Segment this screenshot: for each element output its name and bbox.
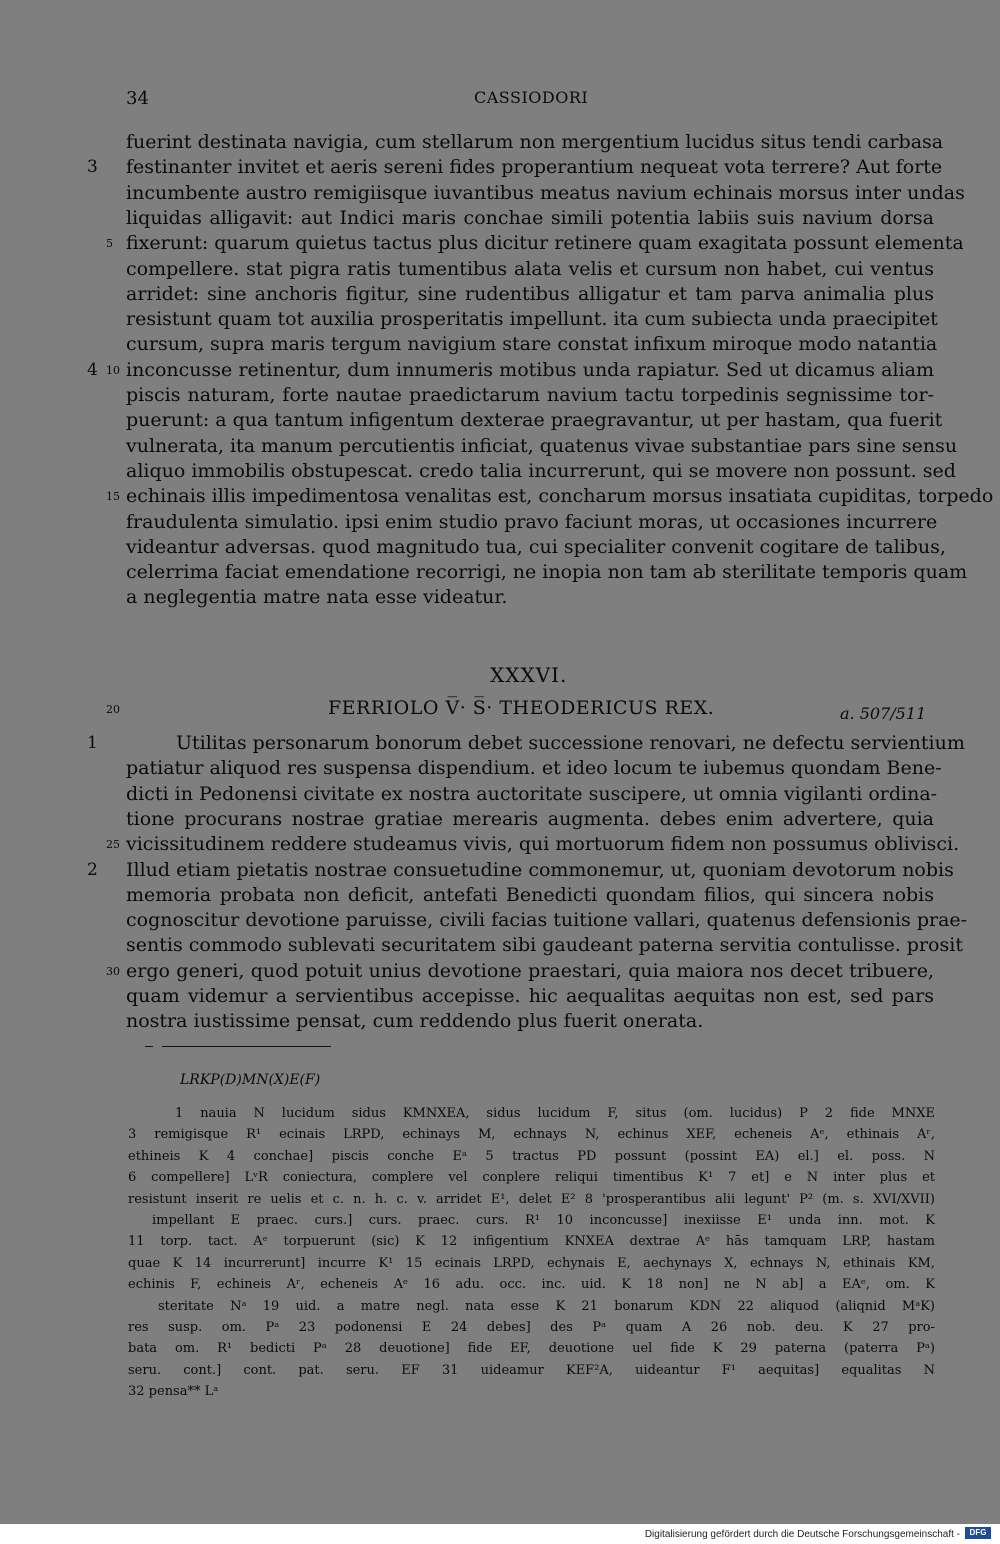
text-line: sentis commodo sublevati securitatem sibi gaudeant paterna servitia contulisse. prosit (126, 934, 963, 957)
apparatus-line: 6 compellere] LᵛR coniectura, complere vel conplere reliqui timentibus K¹ 7 et] e N inter plus et (128, 1170, 935, 1186)
text-line: puerunt: a qua tantum infigentum dexterae praegravantur, ut per hastam, qua fuerit (126, 409, 943, 432)
apparatus-line: res susp. om. Pᵃ 23 podonensi E 24 debes] des Pᵃ quam A 26 nob. deu. K 27 pro- (128, 1320, 935, 1335)
text-line: Utilitas personarum bonorum debet successione renovari, ne defectu servientium (176, 732, 965, 754)
apparatus-line: bata om. R¹ bedicti Pᵃ 28 deuotione] fide EF, deuotione uel fide K 29 paterna (paterra Pᵃ) (128, 1341, 935, 1357)
footer-credit: Digitalisierung gefördert durch die Deutsche Forschungsgemeinschaft - (644, 1529, 960, 1540)
line-number: 5 (106, 237, 113, 251)
text-line: cursum, supra maris tergum navigium stare constat infixum miroque modo natantia (126, 333, 938, 356)
line-number: 20 (106, 703, 120, 716)
text-line: arridet: sine anchoris figitur, sine rudentibus alligatur et tam parva animalia plus (126, 282, 934, 305)
text-line: liquidas alligavit: aut Indici maris conchae simili potentia labiis suis navium dorsa (126, 206, 934, 229)
page-number: 34 (126, 88, 149, 109)
text-line: echinais illis impedimentosa venalitas est, concharum morsus insatiata cupiditas, torpedo (126, 485, 994, 508)
text-line: Illud etiam pietatis nostrae consuetudine commonemur, ut, quoniam devotorum nobis (126, 858, 954, 881)
section-title: FERRIOLO V̅· S̅· THEODERICUS REX. (328, 697, 715, 719)
apparatus-line: impellant E praec. curs.] curs. praec. curs. R¹ 10 inconcusse] inexiisse E¹ unda inn. mot. K (152, 1213, 935, 1228)
line-number: 15 (106, 490, 120, 504)
text-line: resistunt quam tot auxilia prosperitatis impellunt. ita cum subiecta unda praecipitet (126, 308, 938, 331)
apparatus-line: 1 nauia N lucidum sidus KMNXEA, sidus lucidum F, situs (om. lucidus) P 2 fide MNXE (175, 1106, 935, 1121)
apparatus-line: quae K 14 incurrerunt] incurre K¹ 15 ecinais LRPD, echynais E, aechynays X, echnays N, ethinais KM, (128, 1255, 935, 1271)
apparatus-line: steritate Nᵃ 19 uid. a matre negl. nata esse K 21 bonarum KDN 22 aliquod (aliqnid MᵃK) (158, 1298, 935, 1314)
footnote-rule-dash (145, 1046, 153, 1047)
paragraph-number: 2 (87, 859, 98, 880)
text-line: tione procurans nostrae gratiae merearis augmenta. debes enim advertere, quia (126, 807, 934, 830)
apparatus-line: 11 torp. tact. Aᵉ torpuerunt (sic) K 12 infigentium KNXEA dextrae Aᵉ hās tamquam LRP, hastam (128, 1234, 935, 1250)
apparatus-sigla: LRKP(D)MN(X)E(F) (180, 1072, 321, 1088)
apparatus-line: ethineis K 4 conchae] piscis conche Eᵃ 5 tractus PD possunt (possint EA) el.] el. poss. N (128, 1148, 935, 1164)
text-line: fuerint destinata navigia, cum stellarum non mergentium lucidus situs tendi carbasa (126, 131, 944, 153)
text-line: cognoscitur devotione paruisse, civili facias tuitione vallari, quatenus defensionis prae- (126, 909, 968, 932)
text-line: inconcusse retinentur, dum innumeris motibus unda rapiatur. Sed ut dicamus aliam (126, 358, 934, 381)
paragraph-number: 4 (87, 359, 98, 380)
text-line: incumbente austro remigiisque iuvantibus meatus navium echinais morsus inter undas (126, 181, 965, 204)
line-number: 25 (106, 838, 120, 852)
line-number: 30 (106, 964, 120, 978)
section-number: XXXVI. (490, 663, 568, 687)
text-line: celerrima faciat emendatione recorrigi, ne inopia non tam ab sterilitate temporis quam (126, 561, 968, 584)
text-line: patiatur aliquod res suspensa dispendium. et ideo locum te iubemus quondam Bene- (126, 757, 942, 780)
text-line: videantur adversas. quod magnitudo tua, cui specialiter convenit cogitare de talibus, (126, 535, 946, 558)
running-title: CASSIODORI (474, 88, 589, 107)
text-line: compellere. stat pigra ratis tumentibus alata velis et cursum non habet, cui ventus (126, 257, 934, 280)
text-line: fraudulenta simulatio. ipsi enim studio pravo faciunt moras, ut occasiones incurrere (126, 510, 938, 533)
apparatus-line: 32 pensa** Lᵃ (128, 1384, 219, 1400)
apparatus-line: resistunt inserit re uelis et c. n. h. c. v. arridet E¹, delet E² 8 'prosperantibus alii legunt' P² (m. s. XVI/XVII) (128, 1191, 935, 1207)
text-line: memoria probata non deficit, antefati Benedicti quondam filios, qui sincera nobis (126, 883, 934, 906)
dfg-logo: DFG (965, 1527, 991, 1539)
text-line: dicti in Pedonensi civitate ex nostra auctoritate suscipere, ut omnia vigilanti ordina- (126, 782, 938, 805)
paragraph-number: 1 (87, 733, 98, 753)
text-line: aliquo immobilis obstupescat. credo talia incurrerunt, qui se movere non possunt. sed (126, 459, 956, 482)
text-line: fixerunt: quarum quietus tactus plus dicitur retinere quam exagitata possunt elementa (126, 232, 964, 255)
text-line: a neglegentia matre nata esse videatur. (126, 586, 508, 609)
text-line: vicissitudinem reddere studeamus vivis, qui mortuorum fidem non possumus oblivisci. (126, 833, 960, 856)
paragraph-number: 3 (87, 157, 98, 178)
text-line: festinanter invitet et aeris sereni fides properantium nequeat vota terrere? Aut forte (126, 156, 943, 179)
text-line: piscis naturam, forte nautae praedictarum navium tactu torpedinis segnissime tor- (126, 384, 934, 406)
text-line: ergo generi, quod potuit unius devotione praestari, quia maiora nos decet tribuere, (126, 959, 934, 982)
section-date: a. 507/511 (840, 704, 927, 723)
apparatus-line: echinis F, echineis Aʳ, echeneis Aᵉ 16 adu. occ. inc. uid. K 18 non] ne N ab] a EAᵉ, om. K (128, 1277, 935, 1293)
footnote-rule (162, 1046, 331, 1047)
apparatus-line: 3 remigisque R¹ ecinais LRPD, echinays M, echnays N, echinus XEF, echeneis Aᵉ, ethinais Aʳ, (128, 1127, 935, 1143)
apparatus-line: seru. cont.] cont. pat. seru. EF 31 uideamur KEF²A, uideantur F¹ aequitas] equalitas N (128, 1362, 935, 1378)
line-number: 10 (106, 363, 120, 377)
text-line: vulnerata, ita manum percutientis inficiat, quatenus vivae substantiae pars sine sensu (126, 434, 958, 457)
text-line: nostra iustissime pensat, cum reddendo plus fuerit onerata. (126, 1010, 704, 1033)
text-line: quam videmur a servientibus accepisse. hic aequalitas aequitas non est, sed pars (126, 985, 934, 1007)
